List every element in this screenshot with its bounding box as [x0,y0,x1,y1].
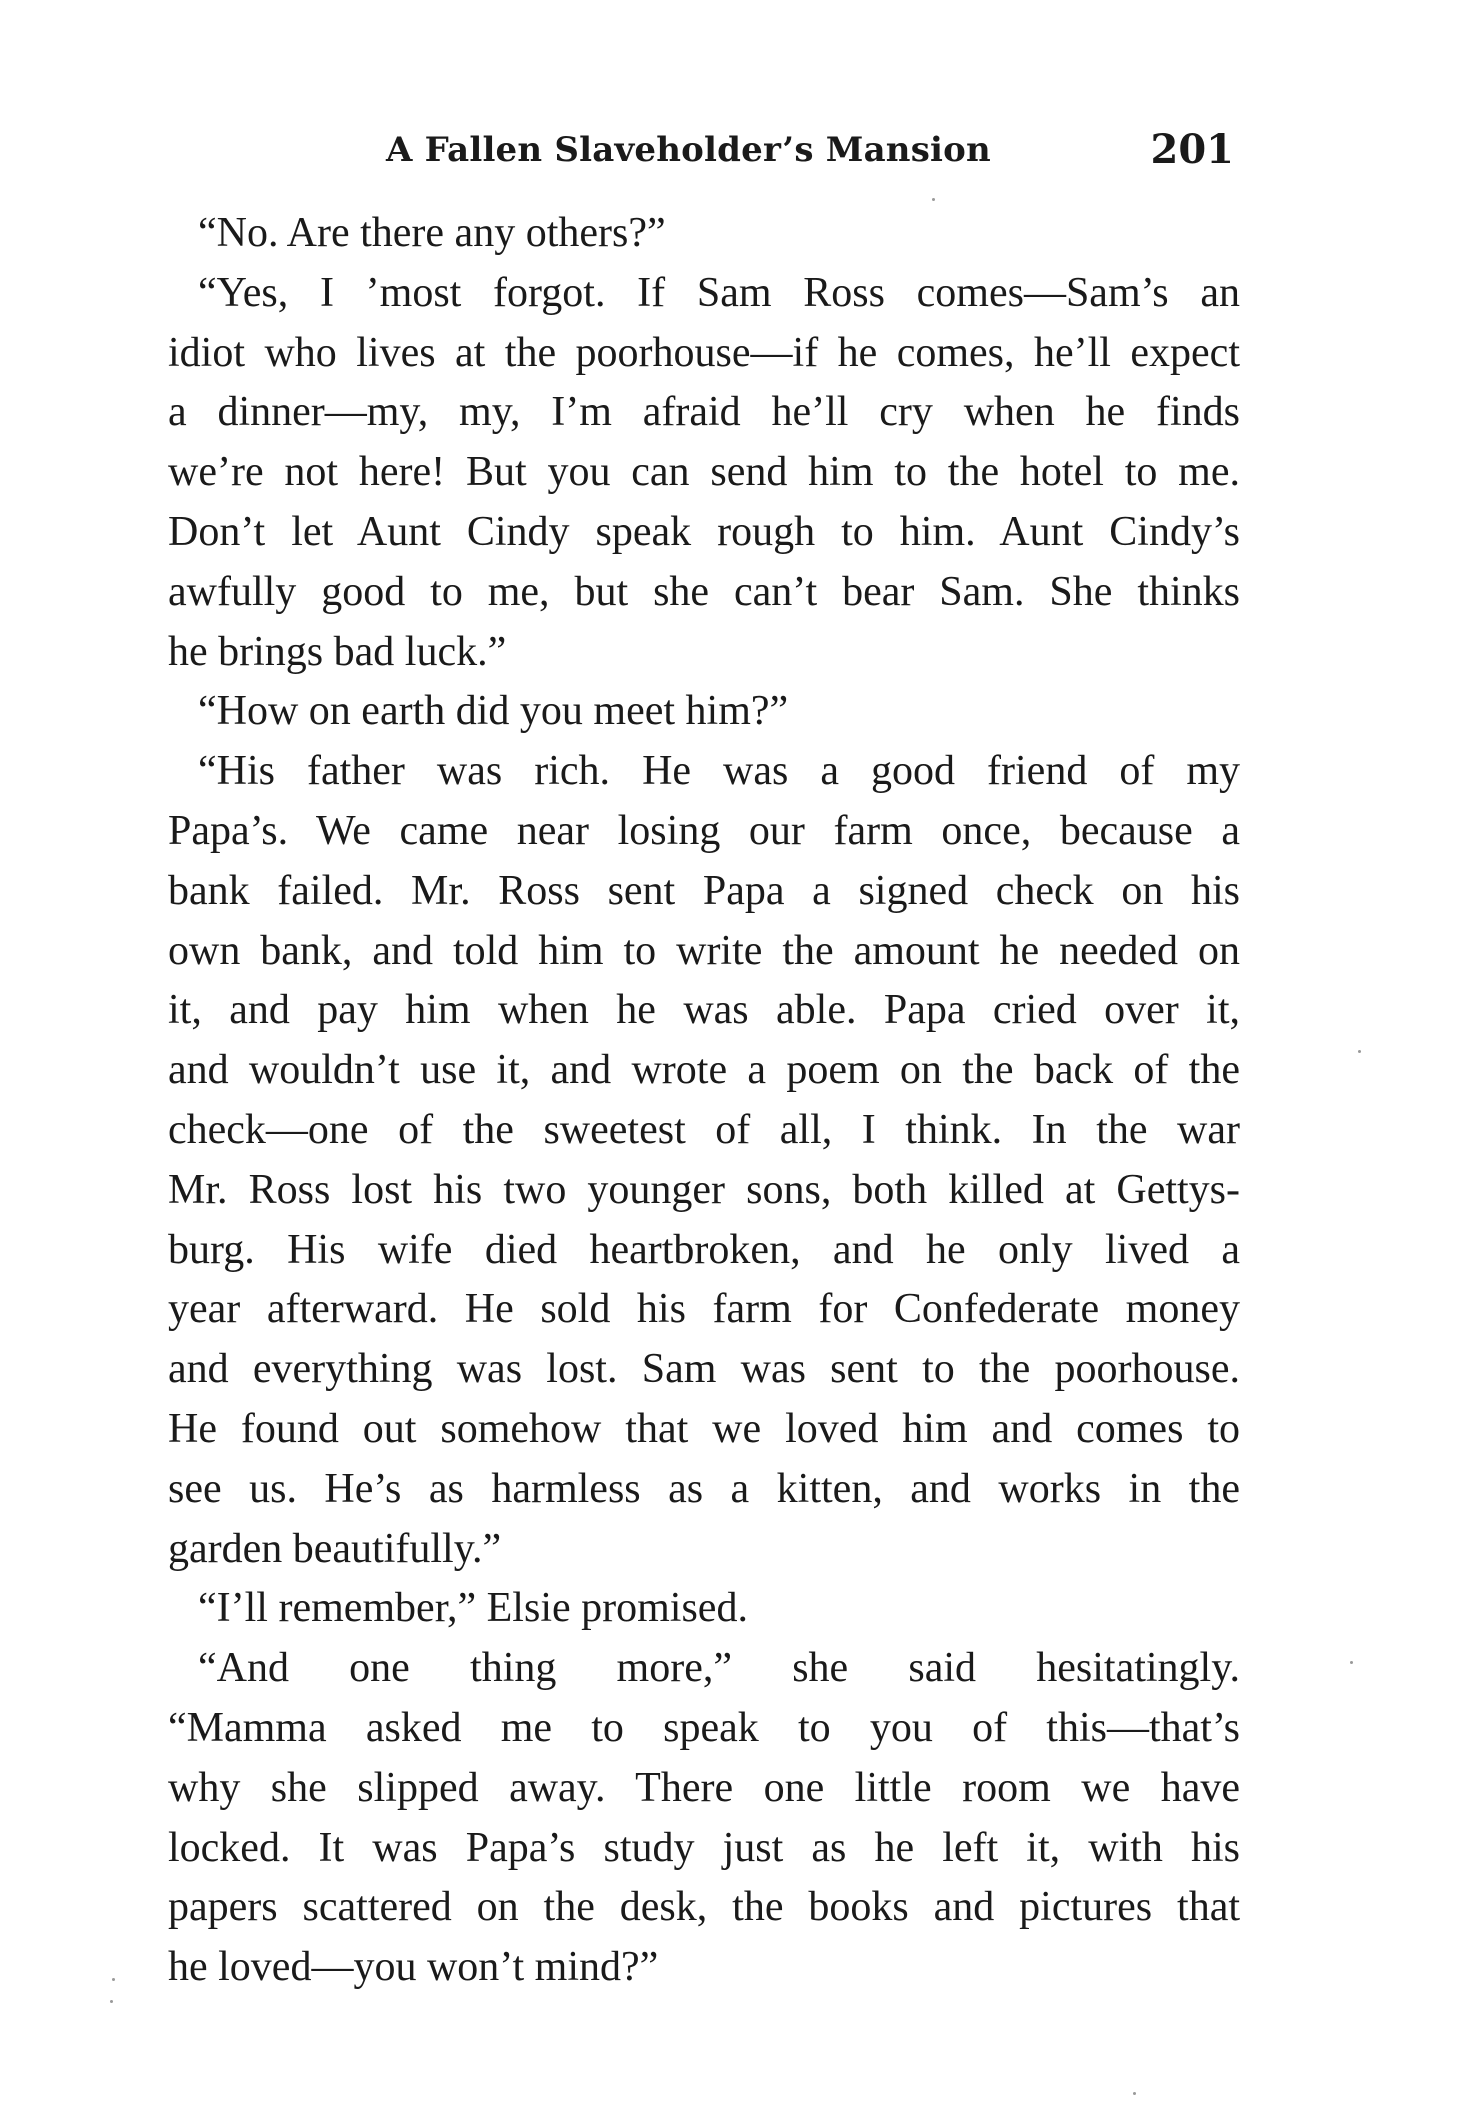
text-line: he loved—you won’t mind?” [168,1944,659,1991]
text-line: idiot who lives at the poorhouse—if he comes, he’ll expect [168,329,1240,376]
text-line: “Mamma asked me to speak to you of this—that’s [168,1704,1240,1751]
text-line: “And one thing more,” she said hesitatingly. [198,1645,1240,1692]
text-line: awfully good to me, but she can’t bear Sam. She thinks [168,568,1240,615]
text-line: a dinner—my, my, I’m afraid he’ll cry when he finds [168,389,1240,436]
scan-speck [1133,2092,1136,2095]
text-line: check—one of the sweetest of all, I think. In the war [168,1106,1240,1153]
text-line: it, and pay him when he was able. Papa cried over it, [168,987,1240,1034]
scan-speck [1350,1661,1353,1664]
text-line: why she slipped away. There one little room we have [168,1764,1240,1811]
text-line: burg. His wife died heartbroken, and he only lived a [168,1226,1240,1273]
text-line: “His father was rich. He was a good friend of my [198,748,1240,795]
text-line: and everything was lost. Sam was sent to the poorhouse. [168,1346,1240,1393]
text-line: he brings bad luck.” [168,628,507,675]
text-line: “I’ll remember,” Elsie promised. [198,1585,748,1632]
text-line: bank failed. Mr. Ross sent Papa a signed check on his [168,867,1240,914]
scan-speck [1358,1050,1361,1053]
scan-speck [932,198,935,201]
text-line: Mr. Ross lost his two younger sons, both killed at Gettys- [168,1166,1240,1213]
text-line: papers scattered on the desk, the books and pictures that [168,1884,1240,1931]
scan-speck [112,1978,115,1981]
scan-speck [110,2000,113,2003]
text-line: year afterward. He sold his farm for Confederate money [168,1286,1240,1333]
running-title: A Fallen Slaveholder’s Mansion [386,130,991,170]
body-text [168,204,1240,1998]
text-line: “Yes, I ’most forgot. If Sam Ross comes—Sam’s an [198,269,1240,316]
text-line: and wouldn’t use it, and wrote a poem on the back of the [168,1047,1240,1094]
page-number: 201 [1150,126,1234,173]
text-line: garden beautifully.” [168,1525,502,1572]
text-line: “No. Are there any others?” [198,210,666,256]
text-line: Don’t let Aunt Cindy speak rough to him. Aunt Cindy’s [168,508,1240,555]
text-line: locked. It was Papa’s study just as he left it, with his [168,1824,1240,1871]
running-head [168,122,1240,182]
text-line: see us. He’s as harmless as a kitten, and works in the [168,1465,1240,1512]
text-line: we’re not here! But you can send him to the hotel to me. [168,449,1240,496]
text-line: He found out somehow that we loved him and comes to [168,1405,1240,1452]
text-line: Papa’s. We came near losing our farm once, because a [168,807,1240,854]
text-line: own bank, and told him to write the amount he needed on [168,927,1240,974]
text-line: “How on earth did you meet him?” [198,688,789,735]
